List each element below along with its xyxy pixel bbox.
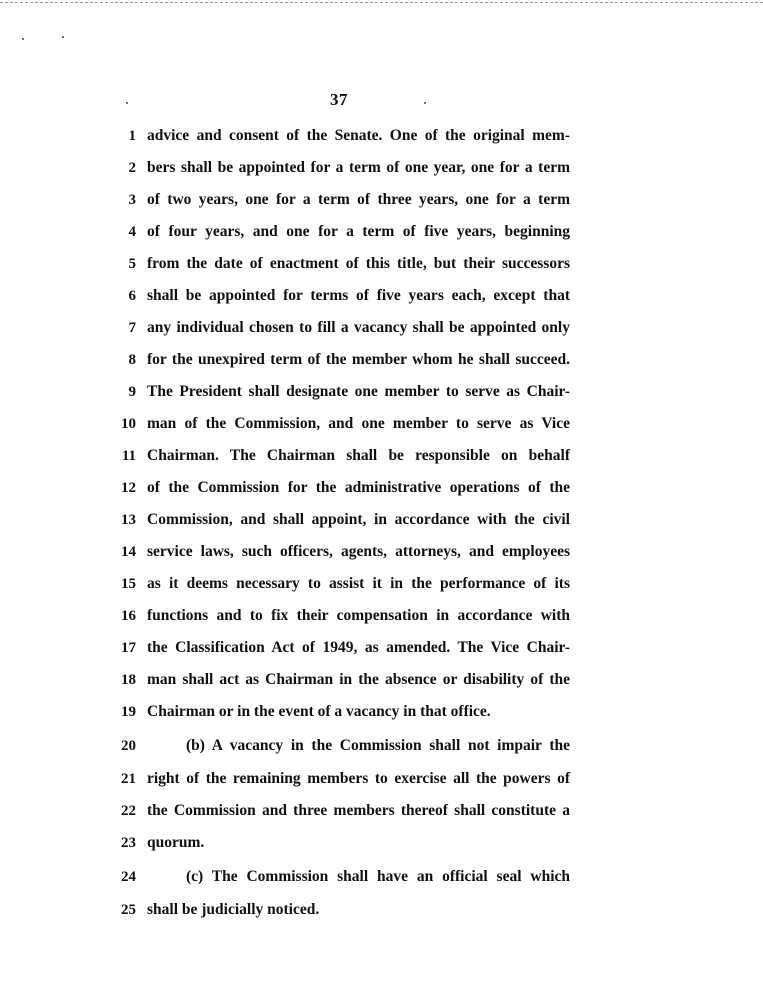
line-number: 9 <box>128 384 136 400</box>
line-text: the Classification Act of 1949, as amended. The Vice Chair- <box>147 639 570 656</box>
text-line <box>0 344 763 376</box>
text-line <box>0 664 763 696</box>
line-text: of two years, one for a term of three years, one for a term <box>147 191 570 208</box>
text-line <box>0 472 763 504</box>
line-number: 24 <box>121 869 136 885</box>
line-text: (c) The Commission shall have an official seal which <box>186 868 570 885</box>
text-line <box>0 600 763 632</box>
text-line <box>0 152 763 184</box>
scan-speck <box>424 102 426 104</box>
text-line <box>0 696 763 728</box>
line-text: man of the Commission, and one member to serve as Vice <box>147 415 570 432</box>
text-line <box>0 248 763 280</box>
line-text: Chairman. The Chairman shall be responsible on behalf <box>147 447 570 464</box>
line-number: 8 <box>128 352 136 368</box>
text-line <box>0 184 763 216</box>
line-text: (b) A vacancy in the Commission shall not impair the <box>186 737 570 754</box>
line-number: 2 <box>128 160 136 176</box>
text-line <box>0 827 763 859</box>
text-line <box>0 504 763 536</box>
line-text: from the date of enactment of this title, but their successors <box>147 255 570 272</box>
line-number: 12 <box>121 480 136 496</box>
line-number: 22 <box>121 803 136 819</box>
line-text: the Commission and three members thereof shall constitute a <box>147 802 570 819</box>
line-text: advice and consent of the Senate. One of the original mem- <box>147 127 570 144</box>
text-line <box>0 568 763 600</box>
text-line <box>0 632 763 664</box>
line-number: 1 <box>128 128 136 144</box>
line-number: 3 <box>128 192 136 208</box>
line-text: shall be appointed for terms of five years each, except that <box>147 287 570 304</box>
text-line <box>0 440 763 472</box>
line-text: as it deems necessary to assist it in the performance of its <box>147 575 570 592</box>
line-number: 17 <box>121 640 136 656</box>
line-text: of the Commission for the administrative operations of the <box>147 479 570 496</box>
line-text: quorum. <box>147 834 205 851</box>
text-line <box>0 795 763 827</box>
line-number: 18 <box>121 672 136 688</box>
line-text: functions and to fix their compensation in accordance with <box>147 607 570 624</box>
text-line <box>0 280 763 312</box>
line-number: 25 <box>121 902 136 918</box>
line-number: 21 <box>121 771 136 787</box>
text-line <box>0 408 763 440</box>
text-line <box>0 536 763 568</box>
line-number: 5 <box>128 256 136 272</box>
line-number: 6 <box>128 288 136 304</box>
line-text: service laws, such officers, agents, attorneys, and employees <box>147 543 570 560</box>
scan-speck <box>126 102 128 104</box>
scan-speck <box>62 36 64 38</box>
line-number: 15 <box>121 576 136 592</box>
text-line <box>0 120 763 152</box>
line-number: 7 <box>128 320 136 336</box>
scan-speck <box>22 38 24 40</box>
scan-top-edge <box>0 2 763 3</box>
line-text: shall be judicially noticed. <box>147 901 320 918</box>
line-text: Commission, and shall appoint, in accordance with the civil <box>147 511 570 528</box>
line-number: 20 <box>121 738 136 754</box>
line-number: 19 <box>121 704 136 720</box>
line-text: bers shall be appointed for a term of one year, one for a term <box>147 159 570 176</box>
line-number: 14 <box>121 544 136 560</box>
line-number: 4 <box>128 224 136 240</box>
line-text: man shall act as Chairman in the absence or disability of the <box>147 671 570 688</box>
line-text: for the unexpired term of the member whom he shall succeed. <box>147 351 570 368</box>
line-number: 13 <box>121 512 136 528</box>
text-line <box>0 763 763 795</box>
line-text: The President shall designate one member to serve as Chair- <box>147 383 570 400</box>
line-number: 16 <box>121 608 136 624</box>
line-text: right of the remaining members to exercise all the powers of <box>147 770 570 787</box>
line-text: any individual chosen to fill a vacancy shall be appointed only <box>147 319 570 336</box>
text-line <box>0 312 763 344</box>
line-text: of four years, and one for a term of five years, beginning <box>147 223 570 240</box>
line-text: Chairman or in the event of a vacancy in that office. <box>147 703 491 720</box>
line-number: 10 <box>121 416 136 432</box>
line-number: 11 <box>121 448 136 464</box>
text-line <box>0 894 763 926</box>
page-number: 37 <box>330 90 348 109</box>
text-line <box>0 730 763 762</box>
text-line <box>0 376 763 408</box>
line-number: 23 <box>121 835 136 851</box>
text-line <box>0 861 763 893</box>
text-line <box>0 216 763 248</box>
